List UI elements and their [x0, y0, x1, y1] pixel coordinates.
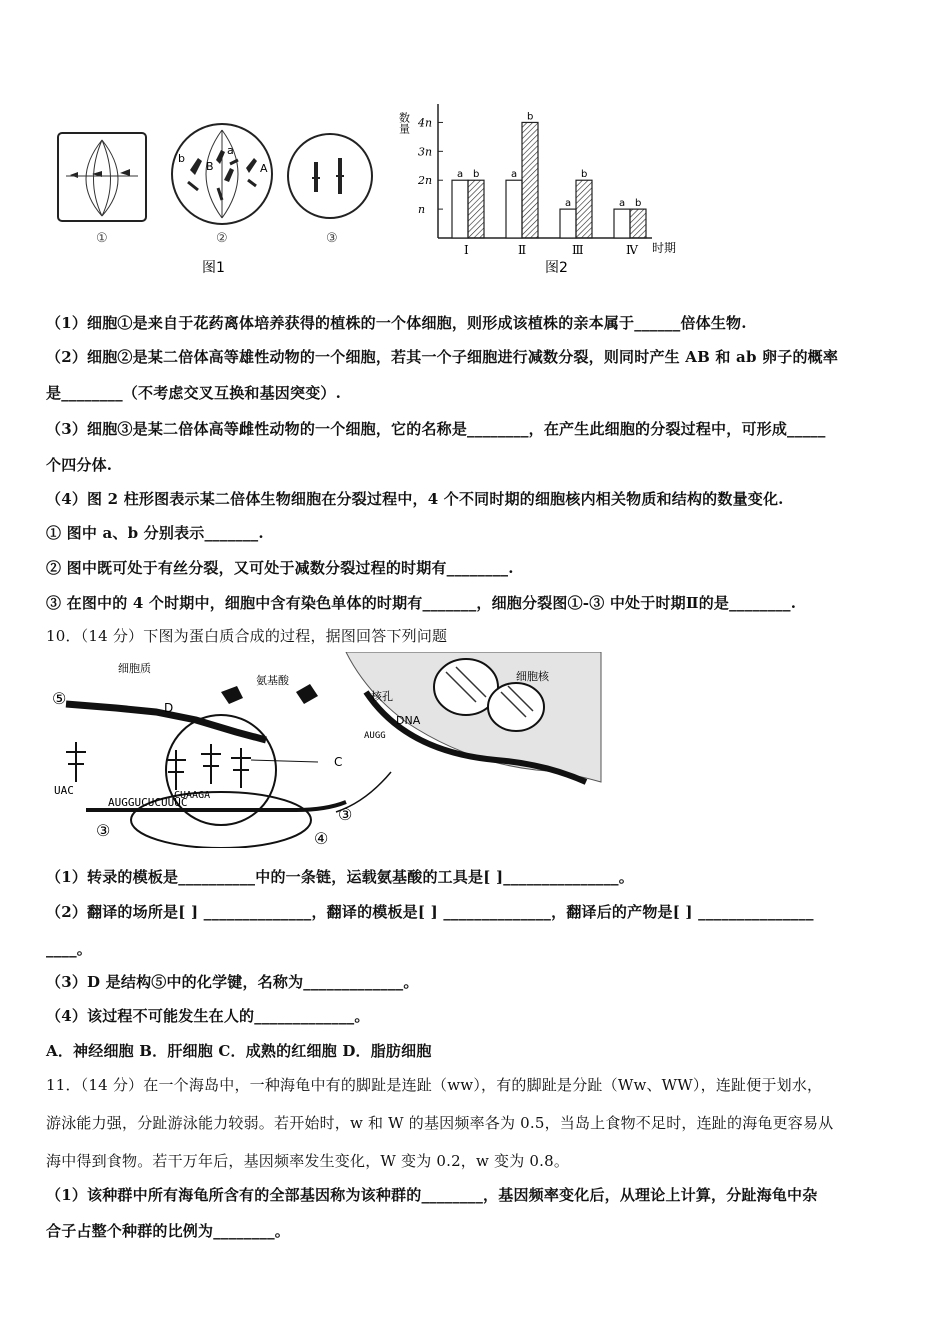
chart-bar-label-a: a — [511, 169, 518, 181]
cell-1-diagram — [58, 133, 146, 221]
label-5: ⑤ — [52, 689, 67, 708]
q10-part-2-line-1: （2）翻译的场所是[ ] ______________，翻译的模板是[ ] ______________，翻译后的产物是[ ] _______________ — [46, 903, 814, 921]
chart-bar-b — [630, 209, 646, 238]
chart-bar-a — [452, 180, 468, 238]
q9-part-2-line-2: 是________（不考虑交叉互换和基因突变）. — [46, 384, 342, 402]
cell-2-diagram — [172, 124, 272, 224]
label-nuclear-strand: AUGG — [364, 731, 386, 741]
q9-part-4-2: ② 图中既可处于有丝分裂，又可处于减数分裂过程的时期有________. — [46, 559, 514, 577]
protein-synthesis-diagram — [46, 652, 606, 848]
chart-y-title: 数量 — [397, 112, 411, 134]
q10-title: 10．（14 分）下图为蛋白质合成的过程，据图回答下列问题 — [46, 627, 448, 645]
q9-part-4-3: ③ 在图中的 4 个时期中，细胞中含有染色单体的时期有_______，细胞分裂图①-③ 中处于时期Ⅱ的是________. — [46, 594, 797, 612]
label-pore: 核孔 — [371, 690, 393, 703]
label-d: D — [164, 701, 174, 715]
chart-bar-b — [468, 180, 484, 238]
cell2-label-B: B — [206, 160, 214, 173]
label-mrna-sequence: AUGGUCUCUUUC — [108, 796, 188, 809]
label-4: ④ — [314, 829, 329, 848]
chart-bar-label-b: b — [635, 198, 642, 210]
q11-line-3: 海中得到食物。若干万年后，基因频率发生变化，W 变为 0.2，w 变为 0.8。 — [46, 1152, 570, 1170]
chart-y-tick-label: 3n — [418, 145, 433, 159]
label-c: C — [334, 755, 343, 769]
cell-2-label: ② — [216, 231, 228, 246]
cell2-label-a: a — [227, 144, 234, 157]
q9-part-4-1: ① 图中 a、b 分别表示_______. — [46, 524, 264, 542]
label-uac: UAC — [54, 784, 74, 797]
q11-part-1-line-1: （1）该种群中所有海龟所含有的全部基因称为该种群的________，基因频率变化后，从理论上计算，分趾海龟中杂 — [46, 1186, 818, 1204]
chart-bar-a — [614, 209, 630, 238]
q9-part-3-line-1: （3）细胞③是某二倍体高等雌性动物的一个细胞，它的名称是________，在产生此细胞的分裂过程中，可形成_____ — [46, 420, 826, 438]
amino-acid-blobs — [221, 684, 318, 704]
figure-1-caption: 图1 — [202, 260, 225, 276]
q11-line-1: 11．（14 分）在一个海岛中，一种海龟中有的脚趾是连趾（ww），有的脚趾是分趾（Ww、WW），连趾便于划水， — [46, 1076, 823, 1094]
q10-part-2-line-2: ____。 — [46, 940, 93, 958]
q10-part-1: （1）转录的模板是__________中的一条链，运载氨基酸的工具是[ ]_______________。 — [46, 868, 634, 886]
chart-category-label: Ⅱ — [518, 243, 527, 257]
q10-part-3: （3）D 是结构⑤中的化学键，名称为_____________。 — [46, 973, 419, 991]
chart-bar-a — [560, 209, 576, 238]
q10-part-4: （4）该过程不可能发生在人的_____________。 — [46, 1007, 370, 1025]
q9-part-1: （1）细胞①是来自于花药离体培养获得的植株的一个体细胞，则形成该植株的亲本属于______倍体生物. — [46, 314, 747, 332]
label-3-left: ③ — [96, 821, 111, 840]
pointer-line-c — [251, 760, 318, 762]
q9-part-3-line-2: 个四分体. — [46, 456, 113, 474]
chart-y-tick-label: 2n — [418, 174, 433, 188]
figure-row — [40, 100, 920, 285]
chart-bar-label-b: b — [527, 111, 534, 123]
chart-x-title: 时期 — [652, 241, 677, 255]
chart-bar-b — [522, 122, 538, 238]
label-3-right: ③ — [338, 805, 353, 824]
figure-2-caption: 图2 — [545, 260, 568, 276]
cell-3-label: ③ — [326, 231, 338, 246]
cell-1-label: ① — [96, 231, 108, 246]
label-cytoplasm: 细胞质 — [118, 662, 151, 675]
chart-bar-label-a: a — [565, 198, 572, 210]
q11-part-1-line-2: 合子占整个种群的比例为________。 — [46, 1222, 291, 1240]
chart-bar-label-b: b — [581, 169, 588, 181]
chart-bar-a — [506, 180, 522, 238]
chart-bar-label-b: b — [473, 169, 480, 181]
label-dna: DNA — [396, 714, 421, 727]
trna-molecules — [66, 742, 251, 790]
q9-part-2-line-1: （2）细胞②是某二倍体高等雄性动物的一个细胞，若其一个子细胞进行减数分裂，则同时产生 AB 和 ab 卵子的概率 — [46, 348, 839, 366]
label-amino-acid: 氨基酸 — [256, 674, 289, 687]
chart-bar-b — [576, 180, 592, 238]
label-anticodons: CUAAGA — [174, 790, 211, 801]
cell2-label-b: b — [178, 152, 185, 165]
chart-y-tick-label: n — [418, 203, 426, 217]
chart-bar-label-a: a — [619, 198, 626, 210]
label-nucleus: 细胞核 — [516, 670, 549, 683]
chart-category-label: Ⅰ — [464, 243, 469, 257]
chart-bar-label-a: a — [457, 169, 464, 181]
figure-2-chart — [417, 104, 652, 257]
chart-category-label: Ⅲ — [572, 243, 584, 257]
cell2-label-A: A — [260, 162, 268, 175]
chart-category-label: Ⅳ — [626, 243, 638, 257]
q9-part-4: （4）图 2 柱形图表示某二倍体生物细胞在分裂过程中，4 个不同时期的细胞核内相关物质和结构的数量变化. — [46, 490, 784, 508]
q11-line-2: 游泳能力强，分趾游泳能力较弱。若开始时，w 和 W 的基因频率各为 0.5，当岛上食物不足时，连趾的海龟更容易从 — [46, 1114, 834, 1132]
q10-options: A．神经细胞 B．肝细胞 C．成熟的红细胞 D．脂肪细胞 — [46, 1042, 432, 1060]
nucleus-region — [346, 652, 601, 782]
chart-y-tick-label: 4n — [418, 116, 433, 130]
cell-3-diagram — [288, 134, 372, 218]
